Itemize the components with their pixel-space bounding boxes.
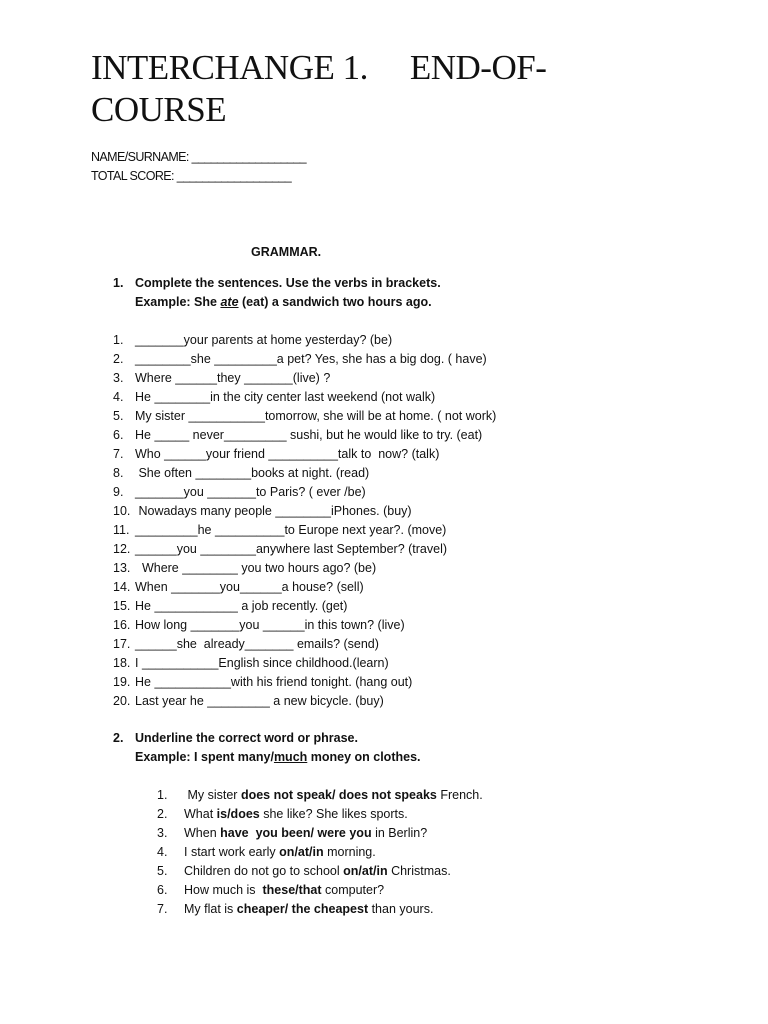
question-text: He ____________ a job recently. (get): [135, 599, 348, 613]
question-text: I start work early: [184, 845, 280, 859]
question-item: [157, 786, 483, 805]
question-item: [113, 559, 496, 578]
question-text: I ___________English since childhood.(learn): [135, 656, 389, 670]
question-number: 12.: [113, 542, 131, 556]
question-item: [113, 407, 496, 426]
question-item: [113, 540, 496, 559]
question-text: Nowadays many people ________iPhones. (buy): [135, 504, 412, 518]
question-text: Christmas.: [387, 864, 451, 878]
question-item: [113, 350, 496, 369]
task-example: Example: I spent many/much money on clothes.: [135, 750, 421, 764]
question-number: 3.: [113, 371, 124, 385]
question-number: 7.: [113, 447, 124, 461]
answer-options: these/that: [262, 883, 322, 897]
question-text: French.: [436, 788, 483, 802]
question-text: When: [184, 826, 221, 840]
question-number: 9.: [113, 485, 124, 499]
question-number: 11.: [113, 523, 130, 537]
question-text: He ________in the city center last weekend (not walk): [135, 390, 436, 404]
question-number: 4.: [113, 390, 124, 404]
question-number: 17.: [113, 637, 131, 651]
name-field: NAME/SURNAME: __________________: [91, 150, 306, 164]
question-text: than yours.: [368, 902, 434, 916]
question-number: 6.: [157, 883, 168, 897]
question-number: 3.: [157, 826, 168, 840]
title-part-1: INTERCHANGE 1.: [91, 48, 368, 87]
student-info: [91, 148, 306, 186]
example-answer: much: [273, 750, 308, 764]
task-2-questions: [157, 786, 483, 919]
question-text: She often ________books at night. (read): [135, 466, 370, 480]
question-number: 19.: [113, 675, 131, 689]
answer-options: on/at/in: [279, 845, 324, 859]
question-item: [113, 502, 496, 521]
question-text: He ___________with his friend tonight. (hang out): [135, 675, 413, 689]
question-text: How long _______you ______in this town? (live): [135, 618, 405, 632]
question-number: 4.: [157, 845, 168, 859]
answer-options: on/at/in: [343, 864, 388, 878]
question-number: 10.: [113, 504, 131, 518]
title-part-2: END-OF-: [409, 48, 547, 87]
question-item: [157, 862, 483, 881]
question-number: 7.: [157, 902, 168, 916]
task-number: 2.: [113, 731, 124, 745]
question-text: What: [184, 807, 217, 821]
question-item: [113, 483, 496, 502]
question-text: Who ______your friend __________talk to now? (talk): [135, 447, 440, 461]
question-item: [113, 464, 496, 483]
question-text: ______you ________anywhere last September? (travel): [135, 542, 448, 556]
question-item: [113, 635, 496, 654]
question-number: 1.: [113, 333, 124, 347]
question-item: [157, 805, 483, 824]
question-number: 14.: [113, 580, 131, 594]
question-number: 5.: [113, 409, 124, 423]
question-text: How much is: [184, 883, 263, 897]
question-text: in Berlin?: [371, 826, 428, 840]
task-number: 1.: [113, 276, 124, 290]
question-number: 6.: [113, 428, 124, 442]
question-item: [113, 597, 496, 616]
question-number: 8.: [113, 466, 124, 480]
question-item: [113, 388, 496, 407]
question-item: [113, 369, 496, 388]
question-number: 2.: [113, 352, 124, 366]
answer-options: cheaper/ the cheapest: [236, 902, 369, 916]
question-text: morning.: [323, 845, 376, 859]
page-title: [91, 47, 731, 131]
question-item: [157, 881, 483, 900]
question-number: 15.: [113, 599, 131, 613]
answer-options: does not speak/ does not speaks: [240, 788, 437, 802]
question-text: she like? She likes sports.: [259, 807, 408, 821]
task-example: Example: She ate (eat) a sandwich two hours ago.: [135, 295, 432, 309]
question-text: ________she _________a pet? Yes, she has a big dog. ( have): [135, 352, 487, 366]
answer-options: have you been/ were you: [220, 826, 372, 840]
question-text: _______you _______to Paris? ( ever /be): [135, 485, 366, 499]
question-item: [113, 654, 496, 673]
task-1-instructions: [113, 274, 441, 312]
question-text: My flat is: [184, 902, 237, 916]
title-part-3: COURSE: [91, 90, 227, 129]
question-text: Where ______they _______(live) ?: [135, 371, 331, 385]
question-item: [113, 616, 496, 635]
task-instruction: Complete the sentences. Use the verbs in brackets.: [135, 276, 441, 290]
score-field: TOTAL SCORE: __________________: [91, 169, 292, 183]
question-item: [113, 426, 496, 445]
question-text: My sister ___________tomorrow, she will be at home. ( not work): [135, 409, 497, 423]
task-instruction: Underline the correct word or phrase.: [135, 731, 358, 745]
example-answer: ate: [220, 295, 239, 309]
question-text: When _______you______a house? (sell): [135, 580, 364, 594]
question-item: [113, 692, 496, 711]
question-item: [157, 900, 483, 919]
question-number: 20.: [113, 694, 131, 708]
question-number: 2.: [157, 807, 168, 821]
question-item: [157, 824, 483, 843]
question-number: 13.: [113, 561, 131, 575]
task-1-questions: [113, 331, 496, 711]
question-item: [113, 445, 496, 464]
question-text: ______she already_______ emails? (send): [135, 637, 379, 651]
question-text: Last year he _________ a new bicycle. (buy): [135, 694, 384, 708]
question-text: computer?: [321, 883, 385, 897]
question-number: 1.: [157, 788, 168, 802]
question-text: He _____ never_________ sushi, but he would like to try. (eat): [135, 428, 483, 442]
question-text: My sister: [184, 788, 241, 802]
question-number: 18.: [113, 656, 131, 670]
section-heading: GRAMMAR.: [251, 245, 322, 259]
question-item: [157, 843, 483, 862]
question-number: 16.: [113, 618, 131, 632]
question-item: [113, 578, 496, 597]
question-item: [113, 331, 496, 350]
question-text: Children do not go to school: [184, 864, 344, 878]
question-text: Where ________ you two hours ago? (be): [135, 561, 377, 575]
question-text: _________he __________to Europe next year?. (move): [135, 523, 447, 537]
question-item: [113, 673, 496, 692]
task-2-instructions: [113, 729, 421, 767]
answer-options: is/does: [216, 807, 260, 821]
question-text: _______your parents at home yesterday? (be): [135, 333, 393, 347]
question-item: [113, 521, 496, 540]
question-number: 5.: [157, 864, 168, 878]
